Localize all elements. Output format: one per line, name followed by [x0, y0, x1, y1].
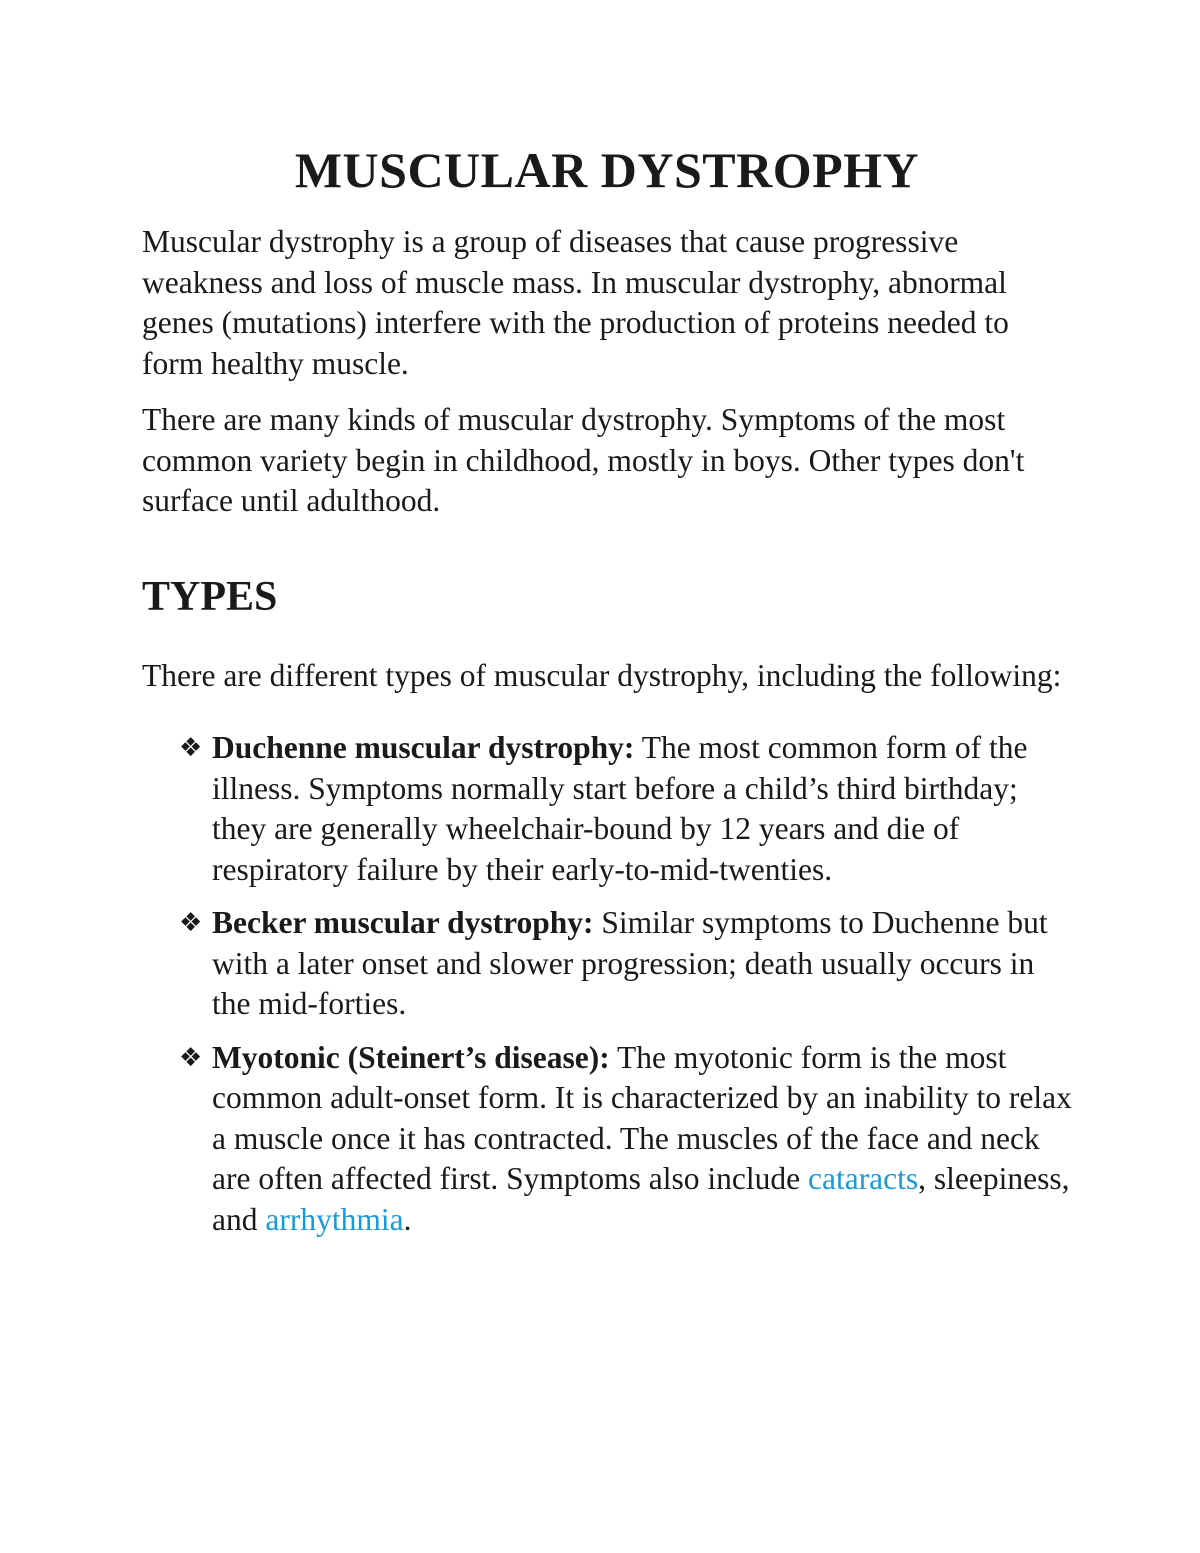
diamond-bullet-icon: ❖	[179, 733, 203, 764]
cataracts-link[interactable]: cataracts	[808, 1161, 919, 1197]
list-item-duchenne	[142, 728, 1072, 890]
types-heading: TYPES	[142, 573, 278, 620]
list-item-becker	[142, 903, 1072, 1025]
type-description-end: .	[403, 1201, 412, 1237]
type-description: The most common form of the illness. Symptoms normally start before a child’s third birthday; they are generally wheelchair-bound by 12 years and die of respiratory failure by their early-to-mid-twenties.	[212, 730, 1028, 887]
type-description: Similar symptoms to Duchenne but with a later onset and slower progression; death usually occurs in the mid-forties.	[212, 905, 1048, 1022]
types-intro: There are different types of muscular dystrophy, including the following:	[142, 657, 1062, 693]
arrhythmia-link[interactable]: arrhythmia	[265, 1201, 404, 1237]
document-page	[142, 140, 1072, 1253]
diamond-bullet-icon: ❖	[179, 1042, 203, 1073]
list-item-myotonic	[142, 1038, 1072, 1241]
type-description: The myotonic form is the most common adult-onset form. It is characterized by an inability to relax a muscle once it has contracted. The muscles of the face and neck are often affected first. Symptoms also include	[212, 1039, 1072, 1197]
intro-paragraph-2: There are many kinds of muscular dystrophy. Symptoms of the most common variety begin in childhood, mostly in boys. Other types don't surface until adulthood.	[142, 402, 1025, 518]
types-list	[142, 728, 1072, 1240]
diamond-bullet-icon: ❖	[179, 908, 203, 939]
type-term: Duchenne muscular dystrophy:	[212, 730, 635, 766]
type-term: Myotonic (Steinert’s disease):	[212, 1039, 610, 1075]
page-title: MUSCULAR DYSTROPHY	[294, 142, 920, 198]
type-term: Becker muscular dystrophy:	[212, 905, 594, 941]
type-description-middle: , sleepiness, and	[212, 1161, 1070, 1237]
intro-paragraph-1: Muscular dystrophy is a group of diseases that cause progressive weakness and loss of muscle mass. In muscular dystrophy, abnormal genes (mutations) interfere with the production of proteins needed to form healthy muscle.	[142, 224, 1009, 381]
